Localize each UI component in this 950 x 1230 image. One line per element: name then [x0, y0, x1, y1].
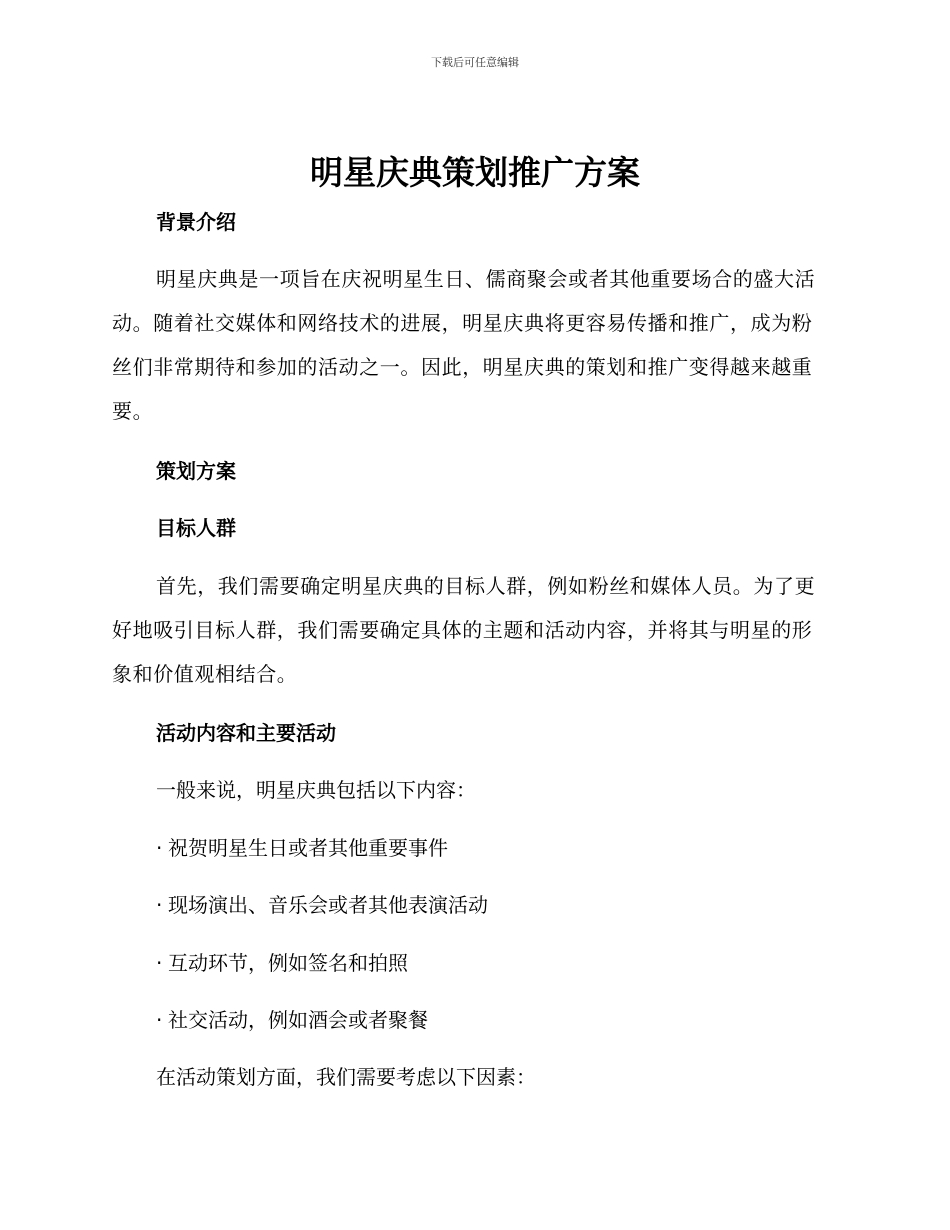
- paragraph-audience: 首先，我们需要确定明星庆典的目标人群，例如粉丝和媒体人员。为了更好地吸引目标人群，我们需要确定具体的主题和活动内容，并将其与明星的形象和价值观相结合。: [112, 574, 816, 686]
- activities-intro: 一般来说，明星庆典包括以下内容：: [156, 778, 476, 802]
- list-item: [156, 834, 448, 862]
- list-item: [156, 1006, 428, 1034]
- section-heading-plan: 策划方案: [156, 459, 236, 483]
- bullet-icon: ·: [156, 1008, 163, 1032]
- list-item-text: 社交活动，例如酒会或者聚餐: [168, 1008, 428, 1032]
- section-heading-background: 背景介绍: [156, 210, 236, 234]
- list-item-text: 现场演出、音乐会或者其他表演活动: [168, 893, 488, 917]
- document-title: 明星庆典策划推广方案: [310, 153, 640, 192]
- paragraph-background: 明星庆典是一项旨在庆祝明星生日、儒商聚会或者其他重要场合的盛大活动。随着社交媒体和网络技术的进展，明星庆典将更容易传播和推广，成为粉丝们非常期待和参加的活动之一。因此，明星庆典的策划和推广变得越来越重要。: [112, 267, 816, 423]
- section-heading-activities: 活动内容和主要活动: [156, 721, 336, 745]
- bullet-icon: ·: [156, 893, 163, 917]
- bullet-icon: ·: [156, 836, 163, 860]
- bullet-icon: ·: [156, 951, 163, 975]
- section-heading-audience: 目标人群: [156, 516, 236, 540]
- list-item: [156, 949, 408, 977]
- list-item: [156, 891, 488, 919]
- header-note: 下载后可任意编辑: [431, 56, 519, 69]
- list-item-text: 互动环节，例如签名和拍照: [168, 951, 408, 975]
- list-item-text: 祝贺明星生日或者其他重要事件: [168, 836, 448, 860]
- factors-intro: 在活动策划方面，我们需要考虑以下因素：: [156, 1065, 536, 1089]
